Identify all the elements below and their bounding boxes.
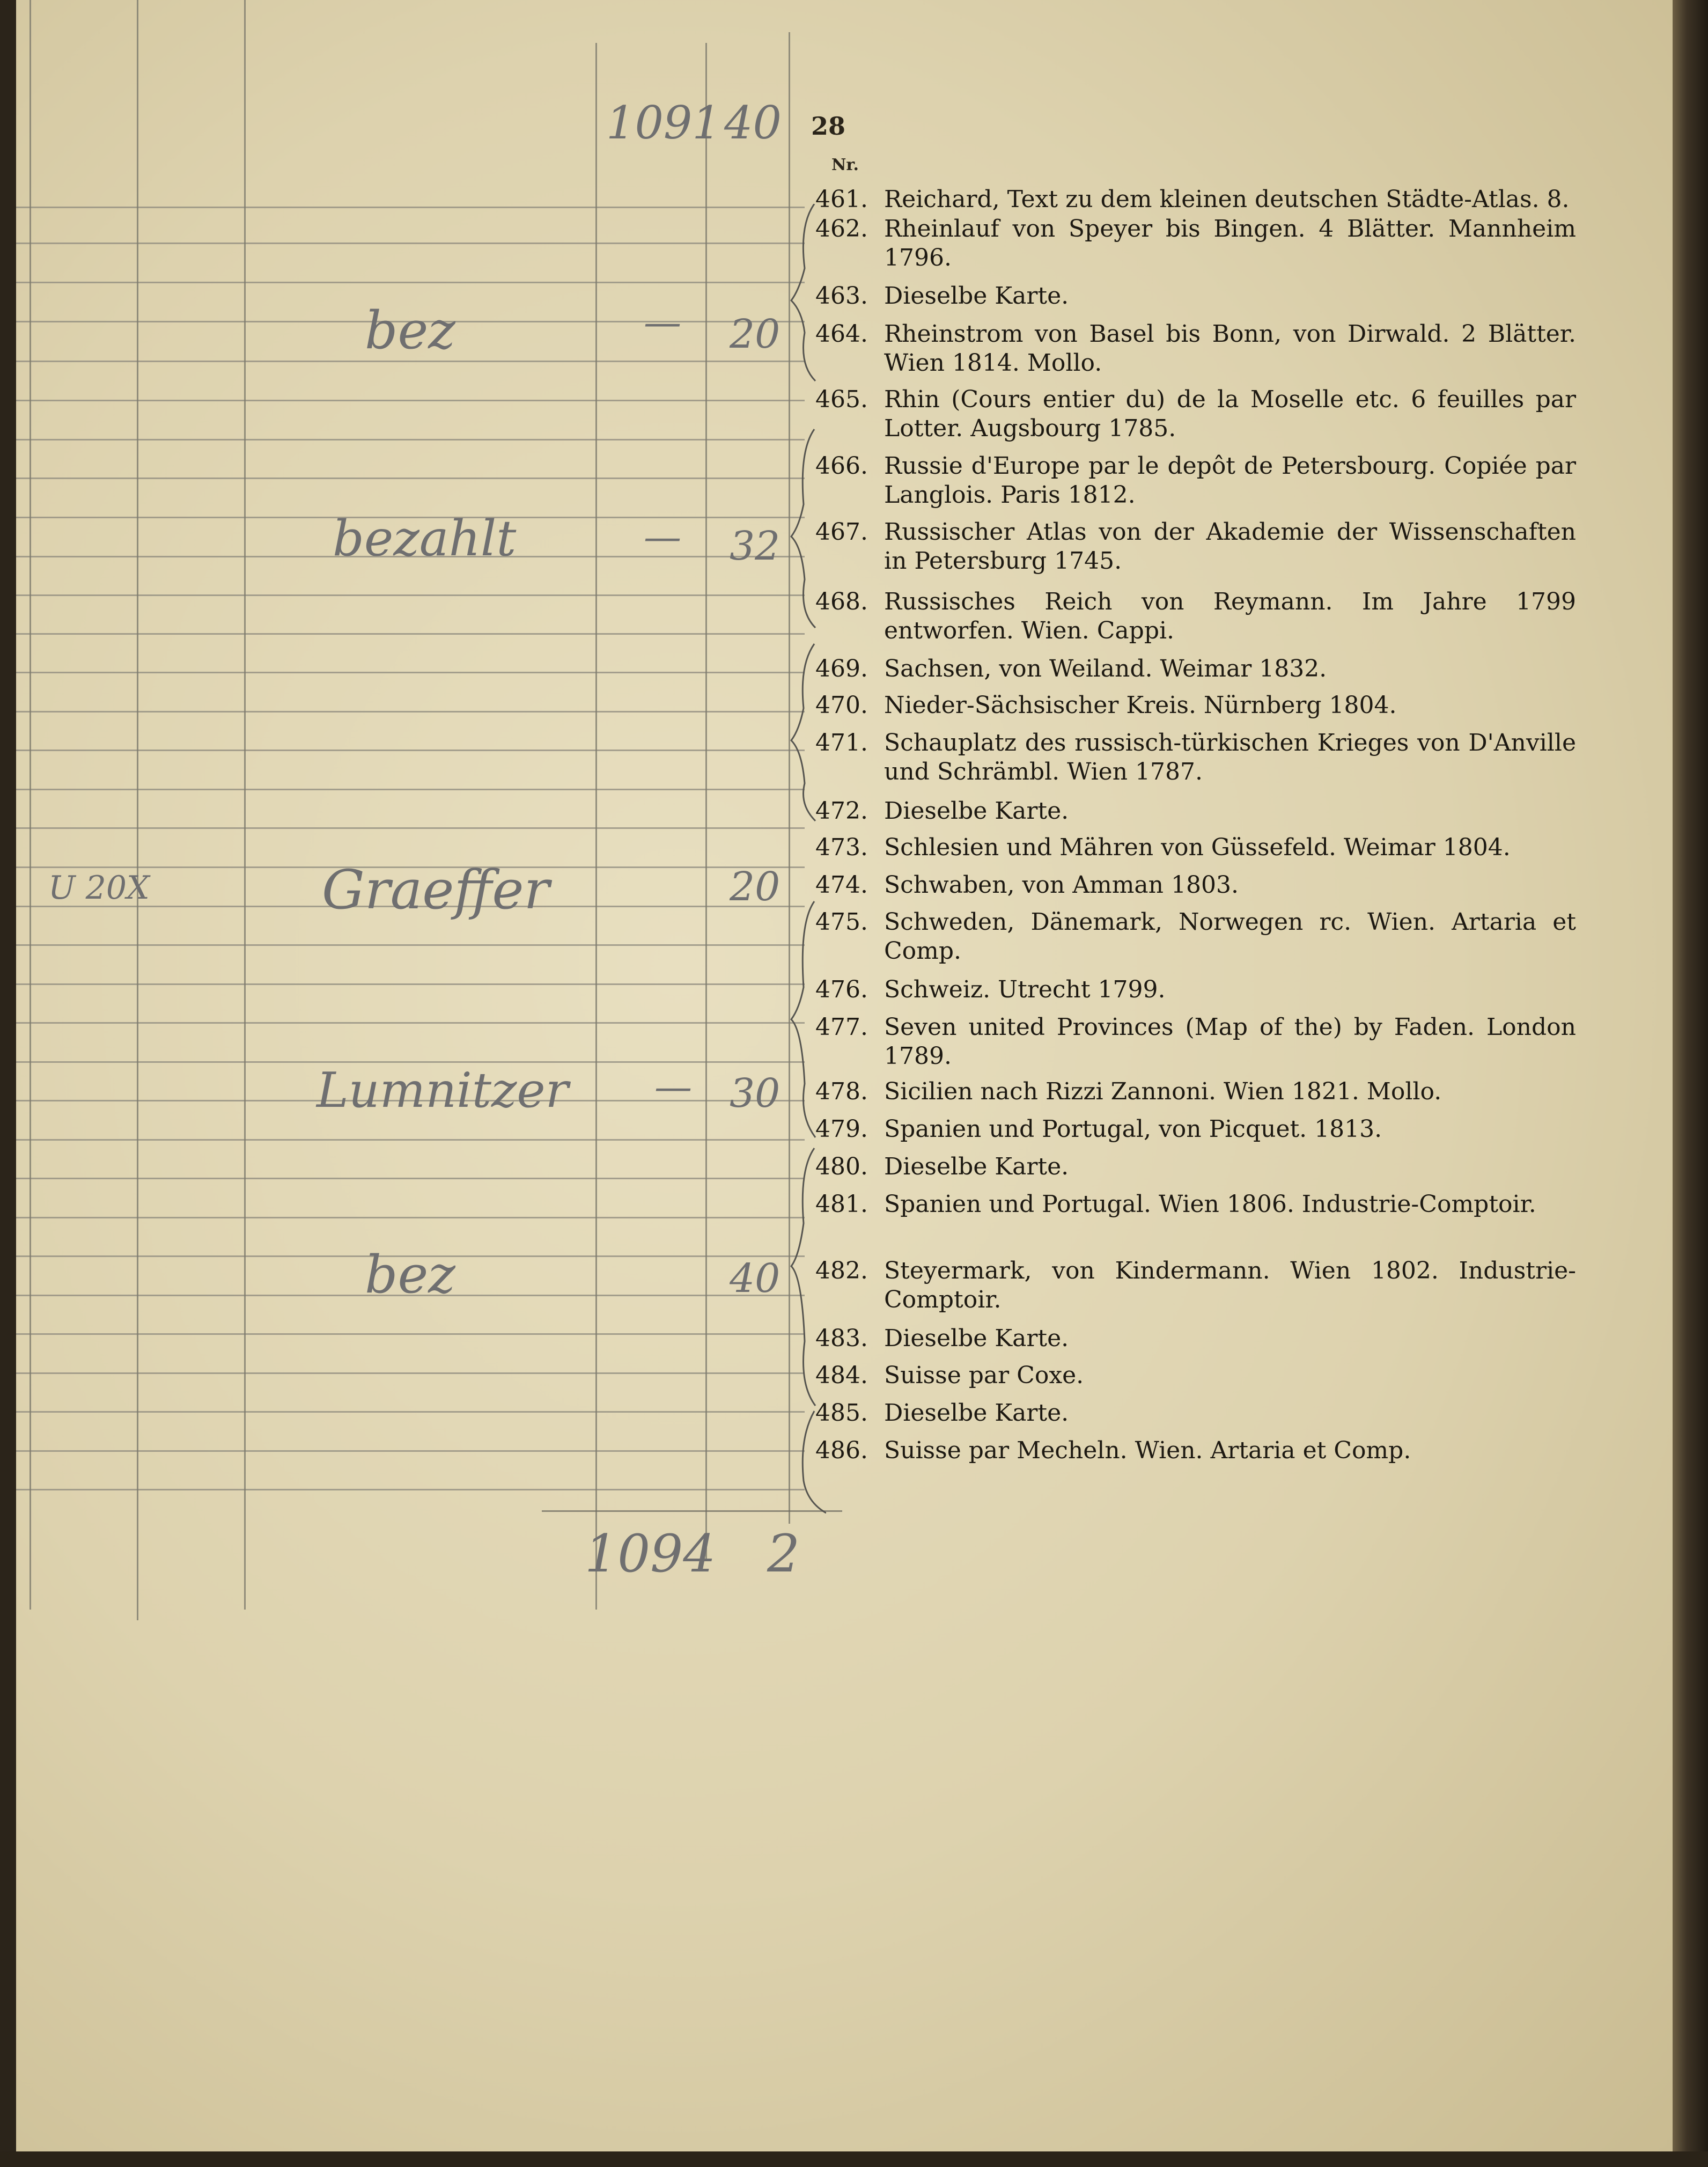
entry-text: Suisse par Mecheln. Wien. Artaria et Comp. xyxy=(884,1437,1411,1464)
pencil-braces xyxy=(789,204,826,1518)
page-number: 28 xyxy=(811,112,846,141)
entry-text: Seven united Provinces (Map of the) by Faden. London 1789. xyxy=(884,1013,1576,1070)
entry-text: Dieselbe Karte. xyxy=(884,1153,1069,1180)
entry-text: Russischer Atlas von der Akademie der Wissenschaften in Petersburg 1745. xyxy=(884,518,1576,575)
entry-text: Rhin (Cours entier du) de la Moselle etc. 6 feuilles par Lotter. Augsbourg 1785. xyxy=(884,386,1576,442)
handwritten-price: 20 xyxy=(730,864,781,910)
entry-text: Dieselbe Karte. xyxy=(884,797,1069,825)
entry-number: 473. xyxy=(815,834,868,861)
entry-number: 479. xyxy=(815,1115,868,1143)
handwritten-dash: — xyxy=(644,300,681,344)
entry-number: 469. xyxy=(815,655,868,682)
entry-number: 475. xyxy=(815,908,868,936)
handwritten-top-total-kreuzer: 40 xyxy=(724,97,782,149)
entry-number: 485. xyxy=(815,1399,868,1427)
entry-text: Sicilien nach Rizzi Zannoni. Wien 1821. Mollo. xyxy=(884,1078,1442,1105)
handwritten-dash: — xyxy=(654,1065,692,1109)
entry-text: Schwaben, von Amman 1803. xyxy=(884,871,1239,899)
entry-text: Russie d'Europe par le depôt de Petersbourg. Copiée par Langlois. Paris 1812. xyxy=(884,452,1576,509)
nr-column-header: Nr. xyxy=(831,156,859,174)
entry-text: Rheinlauf von Speyer bis Bingen. 4 Blätter. Mannheim 1796. xyxy=(884,215,1576,271)
entry-text: Dieselbe Karte. xyxy=(884,1325,1069,1352)
entry-number: 464. xyxy=(815,320,868,348)
entry-number: 472. xyxy=(815,797,868,825)
entry-number: 461. xyxy=(815,186,868,213)
entry-text: Dieselbe Karte. xyxy=(884,1399,1069,1427)
page-bottom-edge xyxy=(0,2151,1708,2167)
handwritten-buyer: bezahlt xyxy=(333,510,517,567)
entry-number: 476. xyxy=(815,976,868,1003)
entry-text: Schweden, Dänemark, Norwegen rc. Wien. Artaria et Comp. xyxy=(884,908,1576,965)
handwritten-price: 32 xyxy=(730,523,781,569)
entry-number: 466. xyxy=(815,452,868,480)
entry-number: 486. xyxy=(815,1437,868,1464)
entry-number: 470. xyxy=(815,692,868,719)
entry-text: Spanien und Portugal. Wien 1806. Industrie-Comptoir. xyxy=(884,1191,1536,1218)
entry-number: 465. xyxy=(815,386,868,413)
handwritten-top-total: 1091 xyxy=(606,97,721,149)
ledger-page xyxy=(16,0,1673,2151)
entry-number: 477. xyxy=(815,1013,868,1041)
entry-text: Nieder-Sächsischer Kreis. Nürnberg 1804. xyxy=(884,692,1397,719)
entry-text: Reichard, Text zu dem kleinen deutschen Städte-Atlas. 8. xyxy=(884,186,1570,213)
handwritten-buyer: bez xyxy=(365,1245,455,1305)
entry-number: 474. xyxy=(815,871,868,899)
entry-number: 480. xyxy=(815,1153,868,1180)
entry-text: Dieselbe Karte. xyxy=(884,282,1069,310)
handwritten-price: 20 xyxy=(730,311,781,357)
entry-text: Spanien und Portugal, von Picquet. 1813. xyxy=(884,1115,1382,1143)
handwritten-buyer: Graeffer xyxy=(322,858,550,921)
entry-number: 468. xyxy=(815,588,868,615)
entry-text: Schauplatz des russisch-türkischen Krieges von D'Anville und Schrämbl. Wien 1787. xyxy=(884,729,1576,785)
handwritten-price: 30 xyxy=(730,1070,781,1116)
entry-number: 462. xyxy=(815,215,868,243)
entry-number: 481. xyxy=(815,1191,868,1218)
entry-number: 483. xyxy=(815,1325,868,1352)
handwritten-bottom-total-kreuzer: 2 xyxy=(767,1524,800,1584)
entry-number: 463. xyxy=(815,282,868,310)
handwritten-buyer: Lumnitzer xyxy=(316,1062,569,1119)
entry-text: Russisches Reich von Reymann. Im Jahre 1799 entworfen. Wien. Cappi. xyxy=(884,588,1576,644)
handwritten-buyer: bez xyxy=(365,300,455,361)
entry-text: Steyermark, von Kindermann. Wien 1802. Industrie-Comptoir. xyxy=(884,1257,1576,1313)
handwritten-bottom-total: 1094 xyxy=(585,1524,716,1584)
handwritten-margin-note: U 20X xyxy=(48,869,150,907)
entry-number: 484. xyxy=(815,1362,868,1389)
entry-number: 478. xyxy=(815,1078,868,1105)
handwritten-price: 40 xyxy=(730,1255,781,1302)
handwritten-dash: — xyxy=(644,515,681,559)
entry-text: Rheinstrom von Basel bis Bonn, von Dirwald. 2 Blätter. Wien 1814. Mollo. xyxy=(884,320,1576,377)
entry-number: 482. xyxy=(815,1257,868,1284)
entry-text: Sachsen, von Weiland. Weimar 1832. xyxy=(884,655,1327,682)
entry-number: 467. xyxy=(815,518,868,546)
entry-text: Schweiz. Utrecht 1799. xyxy=(884,976,1166,1003)
entry-text: Schlesien und Mähren von Güssefeld. Weimar 1804. xyxy=(884,834,1511,861)
book-binding-edge xyxy=(1673,0,1708,2167)
entry-text: Suisse par Coxe. xyxy=(884,1362,1084,1389)
entry-number: 471. xyxy=(815,729,868,756)
